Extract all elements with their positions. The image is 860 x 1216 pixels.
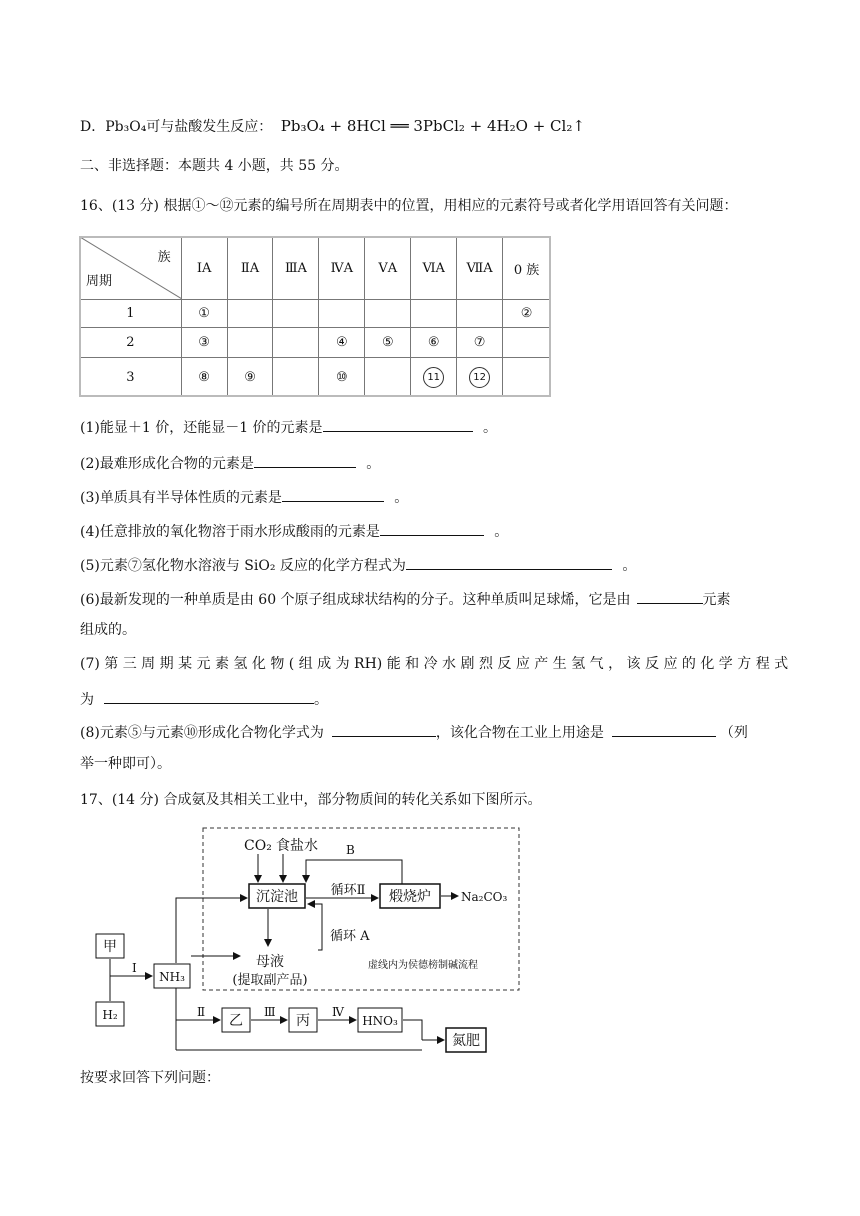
element-11-circled: 11: [423, 367, 444, 388]
group-header: ⅤA: [365, 237, 411, 300]
yi-label: 乙: [229, 1013, 243, 1029]
brine-label: 食盐水: [276, 838, 318, 854]
q16-3: [80, 486, 408, 508]
reaction-2-label: Ⅱ: [197, 1005, 206, 1019]
mother-liquor-label: 母液: [256, 954, 284, 970]
periodic-table: [79, 236, 551, 397]
element-cell: ③: [181, 327, 227, 358]
answer-blank[interactable]: [282, 486, 384, 502]
element-cell: ⑥: [411, 327, 457, 358]
answer-blank[interactable]: [637, 588, 703, 604]
element-cell: [365, 358, 411, 397]
closing-instruction: 按要求回答下列问题：: [80, 1070, 220, 1086]
group-header: ⅣA: [319, 237, 365, 300]
q16-8-cont: 举一种即可）。: [80, 756, 171, 772]
element-cell: [319, 300, 365, 328]
option-d-equation: Pb₃O₄ + 8HCl ══ 3PbCl₂ + 4H₂O + Cl₂↑: [280, 117, 585, 135]
answer-blank[interactable]: [332, 721, 436, 737]
element-cell: ⑤: [365, 327, 411, 358]
element-cell: [503, 358, 551, 397]
q16-5-text: (5)元素⑦氢化物水溶液与 SiO₂ 反应的化学方程式为: [80, 558, 406, 574]
jia-label: 甲: [103, 939, 117, 955]
group-header: ⅦA: [457, 237, 503, 300]
q16-1: [80, 416, 497, 438]
group-header: 0 族: [503, 237, 551, 300]
period-label: 1: [80, 300, 182, 328]
period-mark: 。: [314, 692, 328, 708]
q16-3-text: (3)单质具有半导体性质的元素是: [80, 490, 282, 506]
element-cell: [411, 358, 457, 397]
element-cell: [457, 300, 503, 328]
answer-blank[interactable]: [406, 554, 612, 570]
element-cell: [365, 300, 411, 328]
na2co3-label: Na₂CO₃: [461, 890, 508, 904]
cycle-a-arrow: [308, 904, 322, 950]
q16-2-text: (2)最难形成化合物的元素是: [80, 456, 254, 472]
co2-label: CO₂: [244, 838, 272, 854]
element-cell: ④: [319, 327, 365, 358]
fertilizer-label: 氮肥: [452, 1033, 480, 1049]
reaction-1-label: Ⅰ: [132, 961, 137, 975]
table-corner: [80, 237, 182, 300]
q16-2: [80, 452, 380, 474]
corner-group-label: 族: [157, 250, 171, 265]
period-mark: 。: [394, 490, 409, 506]
q17-intro: 17、(14 分) 合成氨及其相关工业中，部分物质间的转化关系如下图所示。: [80, 792, 542, 808]
element-cell: ②: [503, 300, 551, 328]
period-mark: 。: [366, 456, 381, 472]
ammonia-flow-diagram: [80, 822, 530, 1062]
precipitation-tank-label: 沉淀池: [256, 889, 298, 905]
q16-6-tail: 元素: [702, 592, 731, 608]
q16-6-text: (6)最新发现的一种单质是由 60 个原子组成球状结构的分子。这种单质叫足球烯，它是由: [80, 592, 631, 608]
period-mark: 。: [494, 524, 509, 540]
period-label: 3: [80, 358, 182, 397]
hno3-to-fertilizer-line: [403, 1020, 422, 1040]
reaction-3-label: Ⅲ: [264, 1005, 276, 1019]
section-heading: 二、非选择题：本题共 4 小题，共 55 分。: [80, 158, 349, 174]
element-cell: [227, 327, 273, 358]
cycle-2-label: 循环Ⅱ: [330, 883, 366, 898]
hno3-label: HNO₃: [362, 1014, 398, 1028]
answer-blank[interactable]: [612, 721, 716, 737]
element-cell: ⑧: [181, 358, 227, 397]
answer-blank[interactable]: [323, 416, 473, 432]
q16-7: (7) 第 三 周 期 某 元 素 氢 化 物 ( 组 成 为 RH) 能 和 冷 水 剧 烈 反 应 产 生 氢 气 ， 该 反 应 的 化 学 方 程 式: [80, 656, 789, 672]
q16-5: [80, 554, 636, 576]
q16-7-text: 为: [80, 692, 94, 708]
element-cell: [457, 358, 503, 397]
process-note: 虚线内为侯德榜制碱流程: [368, 960, 478, 971]
answer-blank[interactable]: [254, 452, 356, 468]
group-header: ⅠA: [181, 237, 227, 300]
period-mark: 。: [483, 420, 497, 436]
b-label: B: [346, 843, 355, 857]
bing-label: 丙: [296, 1013, 310, 1029]
reaction-4-label: Ⅳ: [332, 1005, 344, 1019]
element-cell: ⑩: [319, 358, 365, 397]
q16-8-text: (8)元素⑤与元素⑩形成化合物化学式为: [80, 725, 324, 741]
element-cell: [503, 327, 551, 358]
q16-8-tail: （列: [719, 725, 748, 741]
calciner-label: 煅烧炉: [389, 889, 431, 905]
element-cell: [273, 300, 319, 328]
q16-6-cont: 组成的。: [80, 622, 136, 638]
byproduct-label: (提取副产品): [232, 973, 308, 988]
element-cell: [227, 300, 273, 328]
q16-8: [80, 721, 748, 743]
corner-period-label: 周期: [86, 274, 113, 290]
element-cell: [411, 300, 457, 328]
nh3-to-tank-arrow: [176, 898, 247, 963]
element-cell: [273, 358, 319, 397]
element-cell: ⑨: [227, 358, 273, 397]
element-12-circled: 12: [469, 367, 490, 388]
period-mark: 。: [622, 558, 637, 574]
answer-blank[interactable]: [380, 520, 484, 536]
option-d: [80, 116, 585, 137]
q16-intro: 16、(13 分) 根据①～⑫元素的编号所在周期表中的位置，用相应的元素符号或者化学用语回答有关问题：: [80, 198, 738, 214]
cycle-a-label: 循环 A: [330, 929, 370, 944]
group-header: ⅢA: [273, 237, 319, 300]
group-header: ⅡA: [227, 237, 273, 300]
answer-blank[interactable]: [104, 688, 314, 704]
b-recycle-arrow: [306, 860, 402, 884]
period-label: 2: [80, 327, 182, 358]
q16-6: [80, 588, 731, 610]
element-cell: ⑦: [457, 327, 503, 358]
option-d-label: D．Pb₃O₄可与盐酸发生反应：: [80, 119, 273, 135]
element-cell: [273, 327, 319, 358]
q16-4: [80, 520, 508, 542]
nh3-label: NH₃: [159, 970, 185, 984]
group-header: ⅥA: [411, 237, 457, 300]
element-cell: ①: [181, 300, 227, 328]
q16-4-text: (4)任意排放的氧化物溶于雨水形成酸雨的元素是: [80, 524, 380, 540]
q16-8-mid: ，该化合物在工业上用途是: [435, 725, 604, 741]
q16-7-cont: [80, 688, 328, 710]
h2-label: H₂: [102, 1008, 118, 1022]
q16-1-text: (1)能显＋1 价，还能显－1 价的元素是: [80, 420, 323, 436]
